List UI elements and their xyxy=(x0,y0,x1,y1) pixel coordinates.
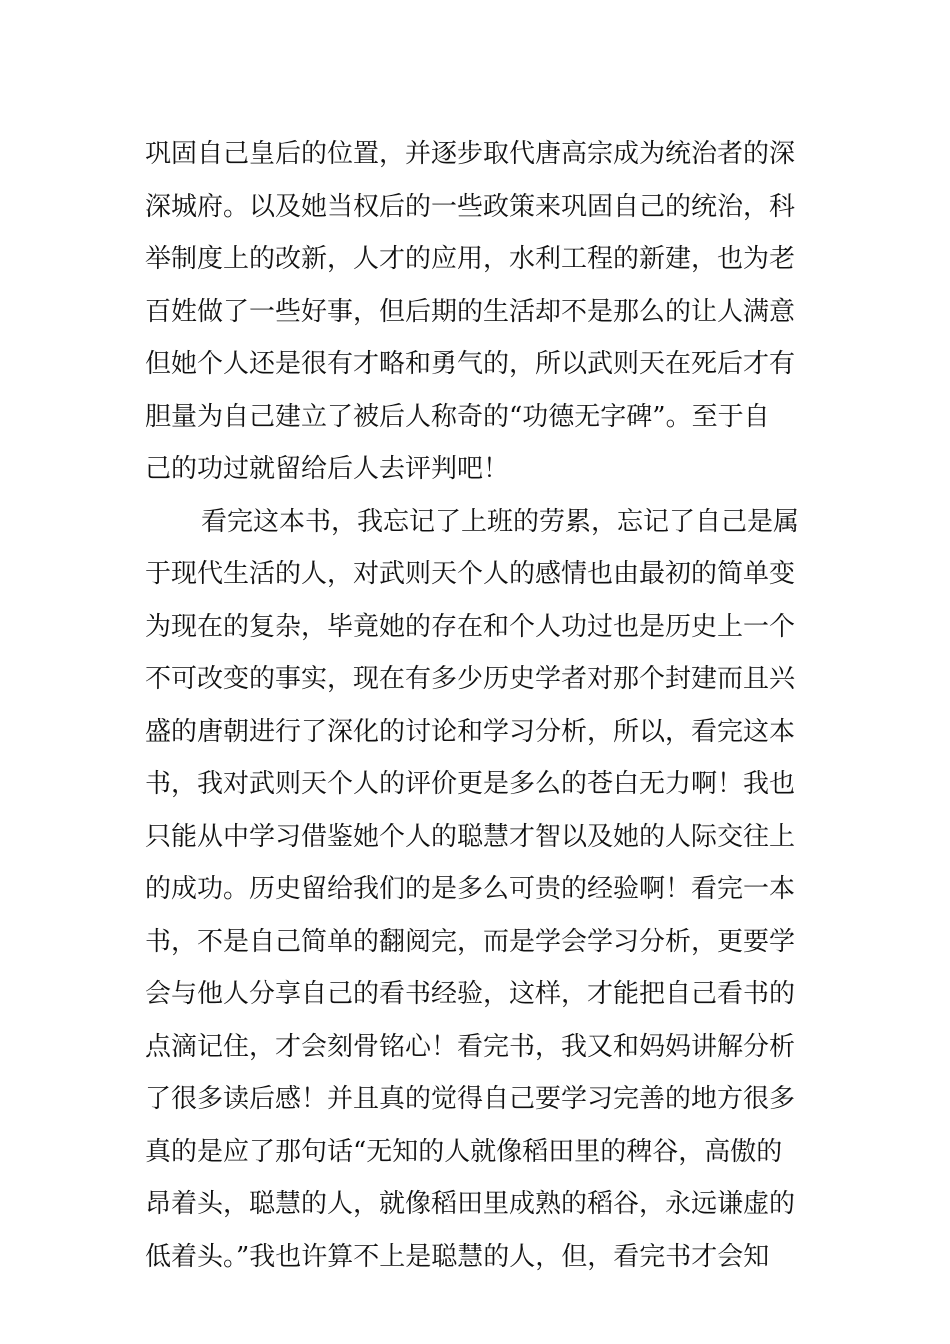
text-line: 于现代生活的人，对武则天个人的感情也由最初的简单变 xyxy=(145,559,796,589)
text-line: 巩固自己皇后的位置，并逐步取代唐高宗成为统治者的深 xyxy=(145,139,796,169)
text-line: 为现在的复杂，毕竟她的存在和个人功过也是历史上一个 xyxy=(145,611,796,642)
text-line: 点滴记住，才会刻骨铭心！看完书，我又和妈妈讲解分析 xyxy=(145,1031,796,1062)
text-line: 真的是应了那句话“无知的人就像稻田里的稗谷，高傲的 xyxy=(145,1136,783,1167)
text-line: 胆量为自己建立了被后人称奇的“功德无字碑”。至于自 xyxy=(145,401,770,432)
text-line: 举制度上的改新，人才的应用，水利工程的新建，也为老 xyxy=(145,244,796,274)
text-line: 但她个人还是很有才略和勇气的，所以武则天在死后才有 xyxy=(145,349,796,379)
document-page xyxy=(145,128,810,1283)
text-line: 了很多读后感！并且真的觉得自己要学习完善的地方很多 xyxy=(145,1084,796,1114)
text-line: 书，我对武则天个人的评价更是多么的苍白无力啊！我也 xyxy=(145,769,796,799)
text-line: 会与他人分享自己的看书经验，这样，才能把自己看书的 xyxy=(145,979,796,1009)
text-line: 的成功。历史留给我们的是多么可贵的经验啊！看完一本 xyxy=(145,874,796,904)
paragraph-2 xyxy=(145,496,810,1284)
text-line: 百姓做了一些好事，但后期的生活却不是那么的让人满意 xyxy=(145,296,796,327)
text-line: 深城府。以及她当权后的一些政策来巩固自己的统治，科 xyxy=(145,191,796,222)
text-line: 书，不是自己简单的翻阅完，而是学会学习分析，更要学 xyxy=(145,926,796,957)
paragraph-1 xyxy=(145,128,810,496)
text-line-indented: 看完这本书，我忘记了上班的劳累，忘记了自己是属 xyxy=(201,506,800,537)
text-line: 低着头。”我也许算不上是聪慧的人，但，看完书才会知 xyxy=(145,1241,770,1272)
text-line: 不可改变的事实，现在有多少历史学者对那个封建而且兴 xyxy=(145,664,796,694)
text-line: 昂着头，聪慧的人，就像稻田里成熟的稻谷，永远谦虚的 xyxy=(145,1189,796,1219)
text-line: 只能从中学习借鉴她个人的聪慧才智以及她的人际交往上 xyxy=(145,821,796,852)
text-line: 己的功过就留给后人去评判吧！ xyxy=(145,454,510,484)
text-line: 盛的唐朝进行了深化的讨论和学习分析，所以，看完这本 xyxy=(145,716,796,747)
